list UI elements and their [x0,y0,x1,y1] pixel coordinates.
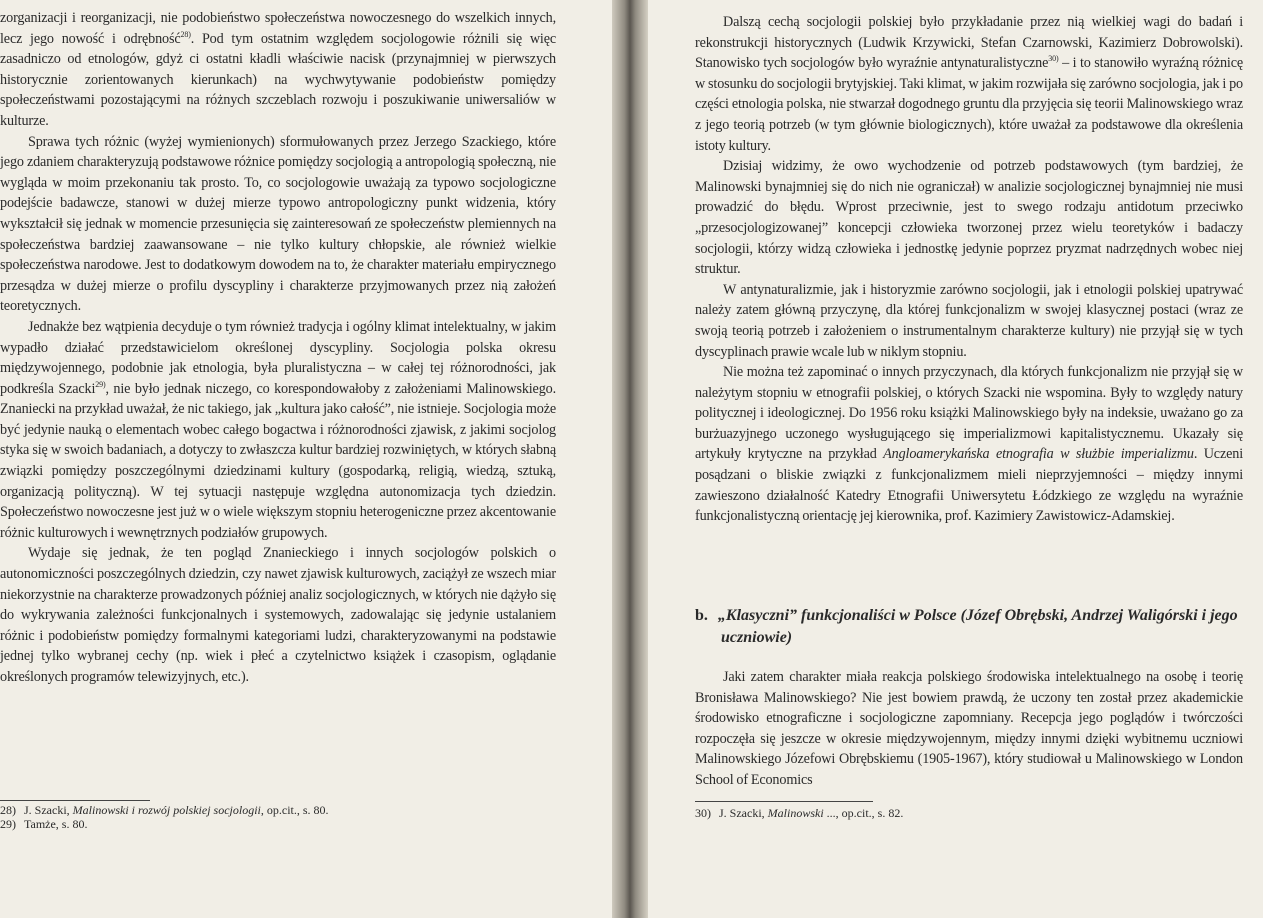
right-page-body-bottom [695,667,1243,791]
text-run: Tamże, s. 80. [24,817,88,831]
footnote-number: 30) [695,806,711,820]
italic-title: Malinowski i rozwój polskiej socjologii [72,803,261,817]
text-run: , op.cit., s. 80. [260,803,329,817]
section-heading [695,605,1243,649]
paragraph [695,280,1243,362]
paragraph [695,12,1243,156]
paragraph [0,8,556,132]
footnote-number: 28) [0,803,16,817]
footnote-number: 29) [0,817,16,831]
text-run: J. Szacki, [24,803,73,817]
right-footnote-rule [695,801,873,802]
paragraph [695,156,1243,280]
section-heading-letter: b. [695,607,708,624]
text-run: , nie było jednak niczego, co korespondowałoby z założeniami Malinowskiego. Znaniecki na przykład uważał, że nic takiego, jak „kultura jako całość”, nie istnieje. Socjologia może być jedynie nauką o elementach wobec całego bogactwa i różnorodności zjawisk, z jakimi socjolog styka się w swoich badaniach, a dotyczy to zwłaszcza kultur bardziej rozwiniętych, w których słabną związki pomiędzy poszczególnymi dziedzinami kultury (gospodarką, religią, wiedzą, sztuką, organizacją polityczną). W tej sytuacji następuje względna autonomizacja tych dziedzin. Społeczeństwo nowoczesne jest już w o wiele większym stopniu heterogeniczne przez akcentowanie różnic kulturowych i wewnętrznych podziałów grupowych. [0,380,556,541]
paragraph [695,667,1243,791]
text-run: J. Szacki, [719,806,768,820]
book-gutter [612,0,648,918]
footnote-marker: 30) [1048,54,1059,64]
paragraph [695,362,1243,527]
text-run: Dzisiaj widzimy, że owo wychodzenie od potrzeb podstawowych (tym bardziej, że Malinowski bynajmniej się do nich nie ograniczał) w analizie socjologicznej bynajmniej nie musi prowadzić do błędu. Wprost przeciwnie, jest to swego rodzaju antidotum przeciwko „przesocjologizowanej” koncepcji człowieka tworzonej przez wielu teoretyków i badaczy socjologii, którzy widzą człowieka i jednostkę jedynie poprzez pryzmat nadrzędnych wobec niej struktur. [695,158,1243,278]
right-page [648,0,1263,918]
text-run: – i to stanowiło wyraźną różnicę w stosunku do socjologii brytyjskiej. Taki klimat, w jakim rozwijała się zarówno socjologia, jak i po części etnologia polska, nie stwarzał dogodnego gruntu dla przyjęcia się teorii Malinowskiego wraz z jego teorią potrzeb (w tym głównie biologicznych), które uważał za podstawowe dla określenia istoty kultury. [695,55,1243,154]
section-heading-text: „Klasyczni” funkcjonaliści w Polsce (Józef Obrębski, Andrzej Waligórski i jego uczniowie) [717,607,1238,646]
text-run: ..., op.cit., s. 82. [823,806,904,820]
text-run: Sprawa tych różnic (wyżej wymienionych) sformułowanych przez Jerzego Szackiego, które jego zdaniem charakteryzują podstawowe różnice pomiędzy socjologią a antropologią społeczną, nie wygląda w moim przekonaniu tak prosto. To, co socjologowie uważają za typowo socjologiczne podejście badawcze, stanowi w dużej mierze typowo antropologiczny punkt widzenia, który wykształcił się jednak w momencie przesunięcia się zainteresowań ze społeczeństw plemiennych na społeczeństwa bardziej zaawansowane – nie tylko kultury chłopskie, ale również wielkie społeczeństwa narodowe. Jest to dodatkowym dowodem na to, że charakter materiału empirycznego przesądza w dużej mierze o profilu dyscypliny i charakterze przyjmowanych przez nią założeń teoretycznych. [0,133,556,315]
text-run: Dalszą cechą socjologii polskiej było przykładanie przez nią wielkiej wagi do badań i rekonstrukcji historycznych (Ludwik Krzywicki, Stefan Czarnowski, Kazimierz Dobrowolski). Stanowisko tych socjologów było wyraźnie antynaturalistyczne [695,14,1243,72]
text-run: W antynaturalizmie, jak i historyzmie zarówno socjologii, jak i etnologii polskiej upatrywać należy zatem główną przyczynę, dla której funkcjonalizm w swojej klasycznej postaci (wraz ze swoją teorią potrzeb i założeniem o instrumentalnym charakterze kultury) nie przyjął się w tych dyscyplinach prawie wcale lub w niklym stopniu. [695,281,1243,360]
footnote [695,806,1243,820]
italic-title: Angloamerykańska etnografia w służbie imperializmu [883,446,1194,463]
text-run: Jaki zatem charakter miała reakcja polskiego środowiska intelektualnego na osobę i teorię Bronisława Malinowskiego? Nie jest bowiem prawdą, że uczony ten został przez akademickie środowisko etnograficzne i socjologiczne zapomniany. Recepcja jego poglądów i twórczości rozpoczęła się jeszcze w okresie międzywojennym, między innymi dzięki wybitnemu uczniowi Malinowskiego Józefowi Obrębskiemu (1905-1967), który studiował u Malinowskiego w London School of Economics [695,669,1243,788]
text-run: Nie można też zapominać o innych przyczynach, dla których funkcjonalizm nie przyjął się w należytym stopniu w etnografii polskiej, o których Szacki nie wspomina. Były to względy natury politycznej i ideologicznej. Do 1956 roku książki Malinowskiego były na indeksie, uważano go za burżuazyjnego uczonego wysługującego się imperializmowi kapitalistycznemu. Ukazały się artykuły krytyczne na przykład [695,364,1243,463]
text-run: Jednakże bez wątpienia decyduje o tym również tradycja i ogólny klimat intelektualny, w jakim wypadło działać przedstawicielom określonej dyscypliny. Socjologia polska okresu międzywojennego, podobnie jak etnologia, była pluralistyczna – w całej tej różnorodności, jak podkreśla Szacki [0,318,556,397]
footnote-marker: 29) [95,379,106,389]
right-footnotes [695,806,1243,820]
left-page-body [0,8,556,688]
text-run: Wydaje się jednak, że ten pogląd Znanieckiego i innych socjologów polskich o autonomiczności poszczególnych dziedzin, czy nawet zjawisk kulturowych, zaciążył ze wszech miar niekorzystnie na charakterze prowadzonych później analiz socjologicznych, w których nie dążyło się do wykrywania zależności funkcjonalnych i systemowych, zadowalając się jedynie ustalaniem różnic i podobieństw pomiędzy formalnymi kategoriami ludzi, charakteryzowanymi na podstawie jednej tylko wybranej cechy (np. wiek i płeć a czytelnictwo książek i czasopism, oglądanie określonych programów telewizyjnych, etc.). [0,545,556,685]
footnote-marker: 28) [180,29,191,39]
left-footnotes [0,803,556,831]
paragraph [0,543,556,687]
paragraph [0,317,556,544]
text-run: . Pod tym ostatnim względem socjologowie różnili się więc zasadniczo od etnologów, gdyż ci ostatni kładli właściwie nacisk (przynajmniej w pierwszych historycznie zorientowanych kierunkach) na wychwytywanie podobieństw pomiędzy społeczeństwami pozostającymi na różnych szczeblach rozwoju i poszukiwanie uniwersaliów w kulturze. [0,30,556,129]
left-footnote-rule [0,800,150,801]
footnote [0,817,556,831]
paragraph [0,132,556,317]
text-run: zorganizacji i reorganizacji, nie podobieństwo społeczeństwa nowoczesnego do wszelkich innych, lecz jego nowość i odrębność [0,10,556,47]
left-page [0,0,612,918]
text-run: . Uczeni posądzani o bliskie związki z funkcjonalizmem mieli nieprzyjemności – między innymi zawieszono działalność Katedry Etnografii Uniwersytetu Łódzkiego ze względu na wyraźnie funkcjonalistyczną orientację jej kierownika, prof. Kazimiery Zawistowicz-Adamskiej. [695,446,1243,525]
right-page-body-top [695,12,1243,527]
italic-title: Malinowski [767,806,824,820]
footnote [0,803,556,817]
